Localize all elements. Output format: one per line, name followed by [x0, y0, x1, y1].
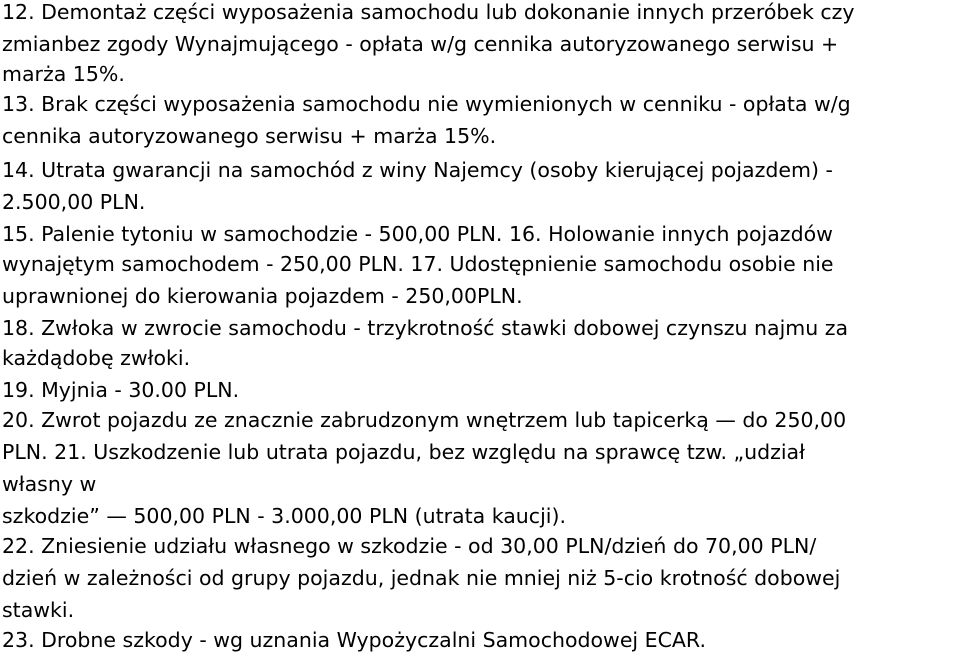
text-line: uprawnionej do kierowania pojazdem - 250,00PLN.: [2, 284, 523, 308]
text-line: szkodzie” — 500,00 PLN - 3.000,00 PLN (utrata kaucji).: [2, 504, 566, 528]
text-line: 13. Brak części wyposażenia samochodu nie wymienionych w cenniku - opłata w/g: [2, 92, 851, 116]
text-line: 2.500,00 PLN.: [2, 190, 146, 214]
text-line: 20. Zwrot pojazdu ze znacznie zabrudzonym wnętrzem lub tapicerką — do 250,00: [2, 408, 847, 432]
text-line: każdądobę zwłoki.: [2, 346, 191, 370]
text-line: własny w: [2, 472, 97, 496]
text-line: PLN. 21. Uszkodzenie lub utrata pojazdu, bez względu na sprawcę tzw. „udział: [2, 440, 805, 464]
text-line: 12. Demontaż części wyposażenia samochodu lub dokonanie innych przeróbek czy: [2, 0, 855, 24]
text-line: wynajętym samochodem - 250,00 PLN. 17. Udostępnienie samochodu osobie nie: [2, 252, 834, 276]
text-line: dzień w zależności od grupy pojazdu, jednak nie mniej niż 5-cio krotność dobowej: [2, 566, 841, 590]
text-line: 22. Zniesienie udziału własnego w szkodzie - od 30,00 PLN/dzień do 70,00 PLN/: [2, 534, 817, 558]
text-line: 14. Utrata gwarancji na samochód z winy Najemcy (osoby kierującej pojazdem) -: [2, 158, 833, 182]
text-line: 18. Zwłoka w zwrocie samochodu - trzykrotność stawki dobowej czynszu najmu za: [2, 316, 849, 340]
text-line: stawki.: [2, 598, 75, 622]
text-line: 15. Palenie tytoniu w samochodzie - 500,00 PLN. 16. Holowanie innych pojazdów: [2, 222, 833, 246]
text-line: 19. Myjnia - 30.00 PLN.: [2, 378, 240, 402]
text-line: cennika autoryzowanego serwisu + marża 15%.: [2, 124, 497, 148]
text-line: marża 15%.: [2, 62, 125, 86]
text-line: 23. Drobne szkody - wg uznania Wypożyczalni Samochodowej ECAR.: [2, 628, 706, 652]
text-line: zmianbez zgody Wynajmującego - opłata w/g cennika autoryzowanego serwisu +: [2, 32, 839, 56]
